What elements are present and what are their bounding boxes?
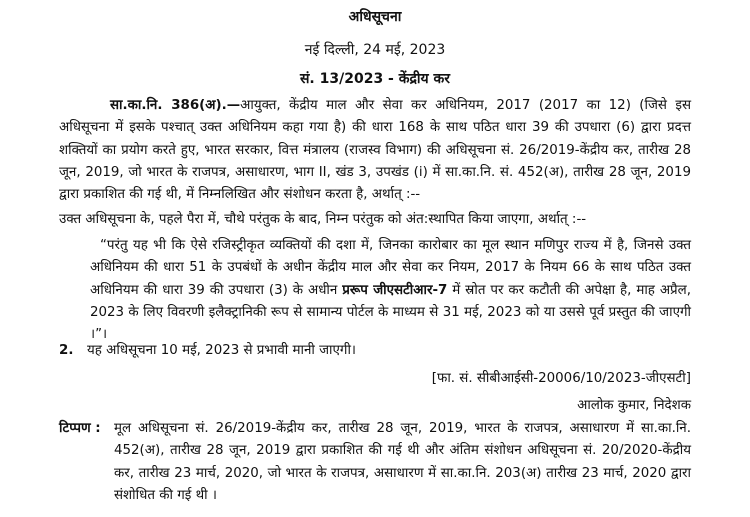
gsr-number: सा.का.नि. 386(अ).—	[110, 98, 241, 113]
file-reference: [फा. सं. सीबीआईसी-20006/10/2023-जीएसटी]	[431, 371, 691, 386]
form-name: प्ररूप जीएसटीआर-7	[342, 282, 448, 298]
proviso-quote	[90, 235, 691, 346]
signatory: आलोक कुमार, निदेशक	[577, 398, 691, 413]
dateline: नई दिल्ली, 24 मई, 2023	[304, 42, 446, 58]
footnote-label: टिप्पण :	[59, 421, 101, 436]
proviso-text-before: “परंतु यह भी कि ऐसे रजिस्ट्रीकृत व्यक्तियों की दशा में, जिनका कारोबार का मूल स्थान मणिपुर राज्य में है, जिनसे उक्त अधिनियम की धारा 51 के उपबंधों के अधीन केंद्रीय माल और सेवा कर नियम, 2017 के नियम 66 के साथ पठित उक्त अधिनियम की धारा 39 की उपधारा (3) के अधीन	[90, 238, 691, 298]
proviso-text-after: में स्रोत पर कर कटौती की अपेक्षा है, माह अप्रैल, 2023 के लिए विवरणी इलैक्ट्रानिकी रूप से सामान्य पोर्टल के माध्यम से 31 मई, 2023 को या उससे पूर्व प्रस्तुत की जाएगी ।”।	[90, 282, 692, 343]
footnote-text: मूल अधिसूचना सं. 26/2019-केंद्रीय कर, तारीख 28 जून, 2019, भारत के राजपत्र, असाधारण में सा.का.नि. 452(अ), तारीख 28 जून, 2019 द्वारा प्रकाशित की गई थी और अंतिम संशोधन अधिसूचना सं. 20/2020-केंद्रीय कर, तारीख 23 मार्च, 2020, जो भारत के राजपत्र, असाधारण में सा.का.नि. 203(अ) तारीख 23 मार्च, 2020 द्वारा संशोधित की गई थी ।	[114, 421, 691, 503]
notification-number: सं. 13/2023 - केंद्रीय कर	[299, 71, 451, 87]
paragraph-preamble	[59, 95, 691, 206]
paragraph-amendment-intro: उक्त अधिसूचना के, पहले पैरा में, चौथे परंतुक के बाद, निम्न परंतुक को अंत:स्थापित किया जाएगा, अर्थात् :--	[59, 212, 587, 227]
document-title: अधिसूचना	[348, 9, 402, 25]
preamble-text: आयुक्त, केंद्रीय माल और सेवा कर अधिनियम, 2017 (2017 का 12) (जिसे इस अधिसूचना में इसके पश्चात् उक्त अधिनियम कहा गया है) की धारा 168 के साथ पठित धारा 39 की उपधारा (6) द्वारा प्रदत्त शक्तियों का प्रयोग करते हुए, भारत सरकार, वित्त मंत्रालय (राजस्व विभाग) की अधिसूचना सं. 26/2019-केंद्रीय कर, तारीख 28 जून, 2019, जो भारत के राजपत्र, असाधारण, भाग II, खंड 3, उपखंड (i) में सा.का.नि. सं. 452(अ), तारीख 28 जून, 2019 द्वारा प्रकाशित की गई थी, में निम्नलिखित और संशोधन करता है, अर्थात् :--	[59, 98, 692, 203]
paragraph-2	[59, 340, 691, 362]
paragraph-number: 2.	[59, 343, 74, 358]
footnote	[59, 418, 691, 507]
effective-date-text: यह अधिसूचना 10 मई, 2023 से प्रभावी मानी जाएगी।	[87, 343, 357, 358]
